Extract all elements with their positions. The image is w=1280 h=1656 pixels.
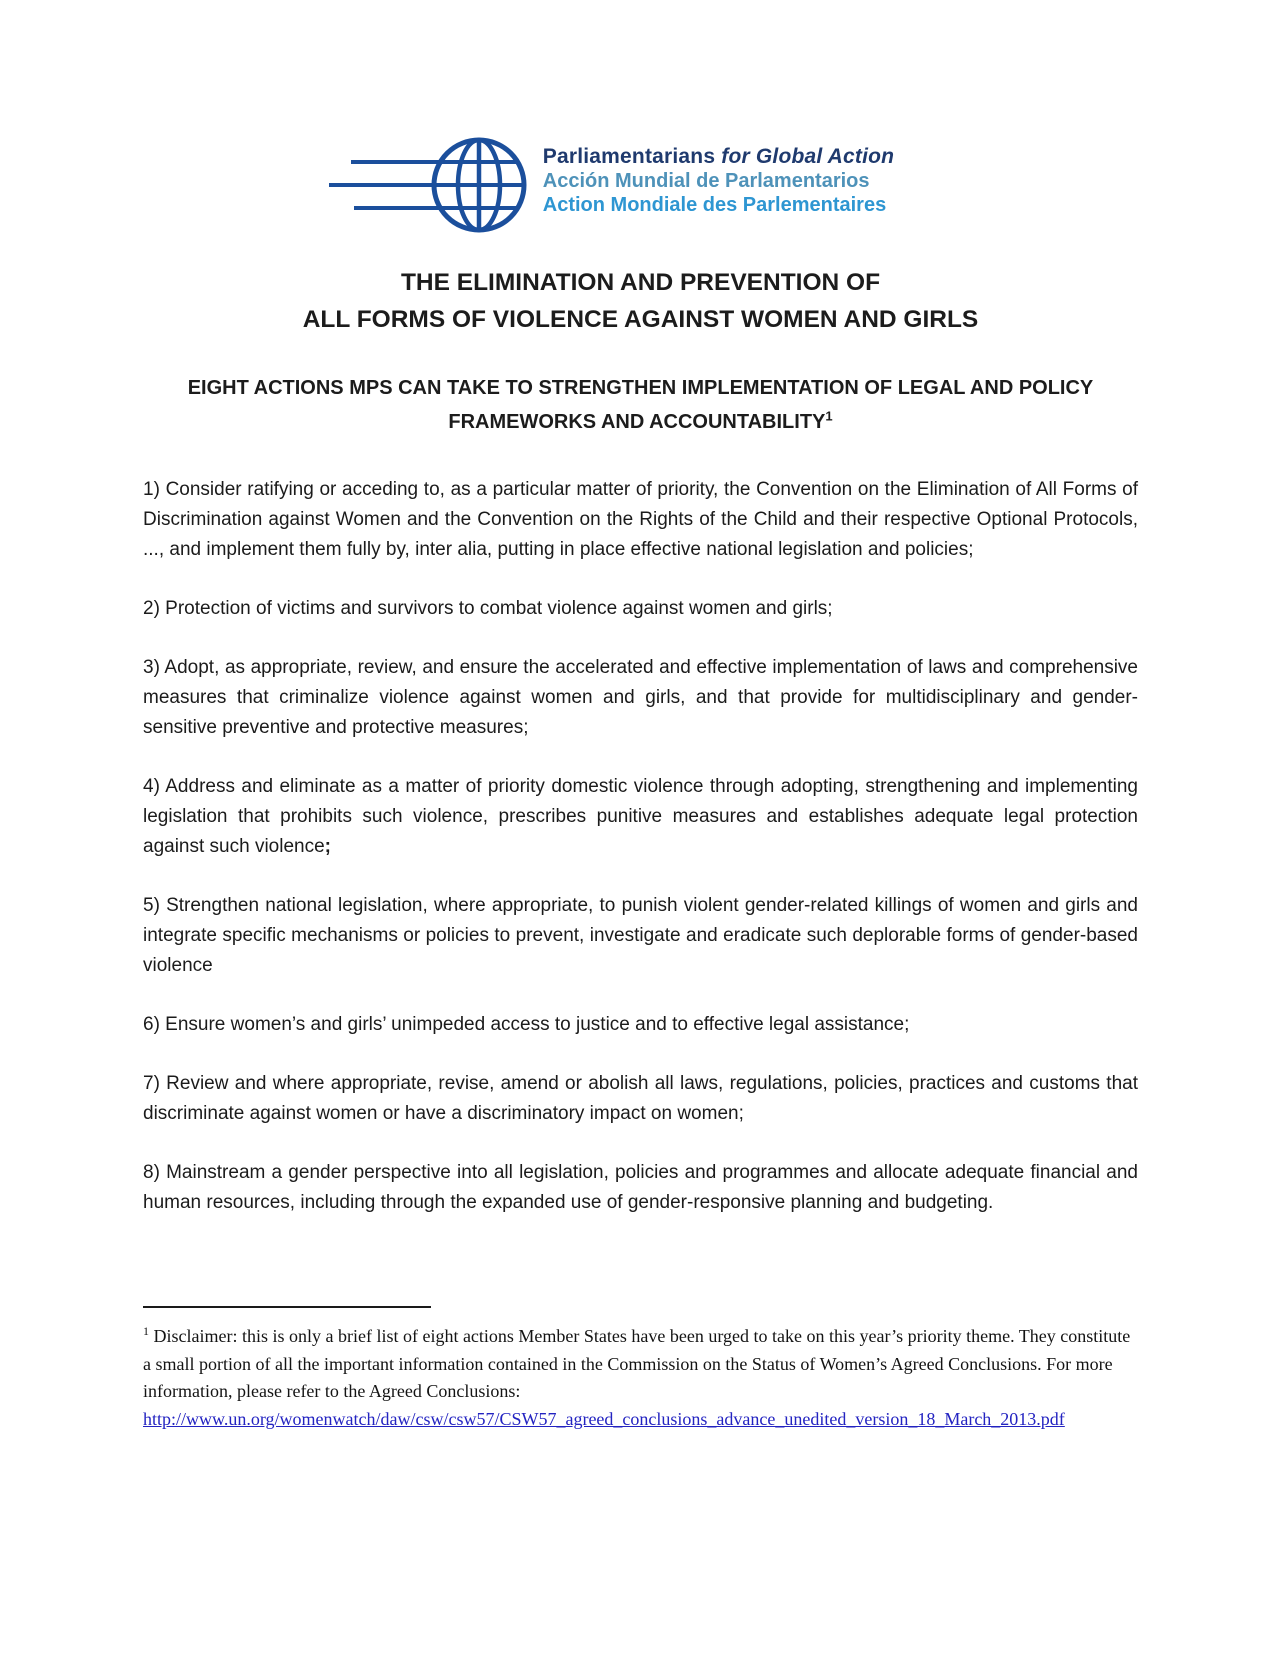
pga-logo xyxy=(143,128,1078,234)
footnote-marker: 1 xyxy=(143,1324,149,1338)
title-line-2: ALL FORMS OF VIOLENCE AGAINST WOMEN AND GIRLS xyxy=(302,306,979,333)
action-item-4: 4) Address and eliminate as a matter of priority domestic violence through adopting, strengthening and implementing legislation that prohibits such violence, prescribes punitive measures and establishes adequate legal protection against such violence; xyxy=(143,776,1138,857)
logo-name-en: Parliamentarians for Global Action xyxy=(542,145,895,168)
title-line-1: THE ELIMINATION AND PREVENTION OF xyxy=(400,269,881,296)
document-title xyxy=(143,264,1138,338)
action-item-1: 1) Consider ratifying or acceding to, as a particular matter of priority, the Convention on the Elimination of All Forms of Discrimination against Women and the Convention on the Rights of the Child and their respective Optional Protocols, ..., and implement them fully by, inter alia, putting in place effective national legislation and policies; xyxy=(143,479,1138,560)
action-item-6: 6) Ensure women’s and girls’ unimpeded access to justice and to effective legal assistance; xyxy=(143,1014,910,1035)
agreed-conclusions-link[interactable]: http://www.un.org/womenwatch/daw/csw/csw57/CSW57_agreed_conclusions_advance_unedited_version_18_March_2013.pdf xyxy=(143,1408,1065,1429)
logo-wordmark xyxy=(543,145,894,217)
action-item-5: 5) Strengthen national legislation, where appropriate, to punish violent gender-related killings of women and girls and integrate specific mechanisms or policies to prevent, investigate and eradicate such deplorable forms of gender-based violence xyxy=(143,895,1138,976)
body-paragraphs xyxy=(143,475,1138,1218)
logo-name-fr: Action Mondiale des Parlementaires xyxy=(542,194,887,216)
footnote-separator xyxy=(143,1306,431,1308)
document-subtitle: EIGHT ACTIONS MPS CAN TAKE TO STRENGTHEN IMPLEMENTATION OF LEGAL AND POLICY FRAMEWORKS AND ACCOUNTABILITY$^1$ xyxy=(187,377,1094,433)
action-item-3: 3) Adopt, as appropriate, review, and ensure the accelerated and effective implementation of laws and comprehensive measures that criminalize violence against women and girls, and that provide for multidisciplinary and gender-sensitive preventive and protective measures; xyxy=(143,657,1138,738)
footnote-reference: 1 xyxy=(825,408,833,424)
action-item-8: 8) Mainstream a gender perspective into all legislation, policies and programmes and allocate adequate financial and human resources, including through the expanded use of gender-responsive planning and budgeting. xyxy=(143,1162,1138,1213)
footnote-text: $^1$ Disclaimer: this is only a brief list of eight actions Member States have been urged to take on this year’s priority theme. They constitute a small portion of all the important information contained in the Commission on the Status of Women’s Agreed Conclusions. For more information, please refer to the Agreed Conclusions: http://www.un.org/womenwatch/daw/csw/csw57/CSW57_agreed_conclusions_advance_unedited_version_18_March_2013.pdf xyxy=(143,1323,1138,1433)
action-item-7: 7) Review and where appropriate, revise, amend or abolish all laws, regulations, policies, practices and customs that discriminate against women or have a discriminatory impact on women; xyxy=(143,1073,1138,1124)
logo-name-es: Acción Mundial de Parlamentarios xyxy=(542,170,870,192)
footnote-section xyxy=(143,1306,1138,1433)
action-item-2: 2) Protection of victims and survivors to combat violence against women and girls; xyxy=(143,598,833,619)
globe-speed-icon xyxy=(327,128,527,234)
